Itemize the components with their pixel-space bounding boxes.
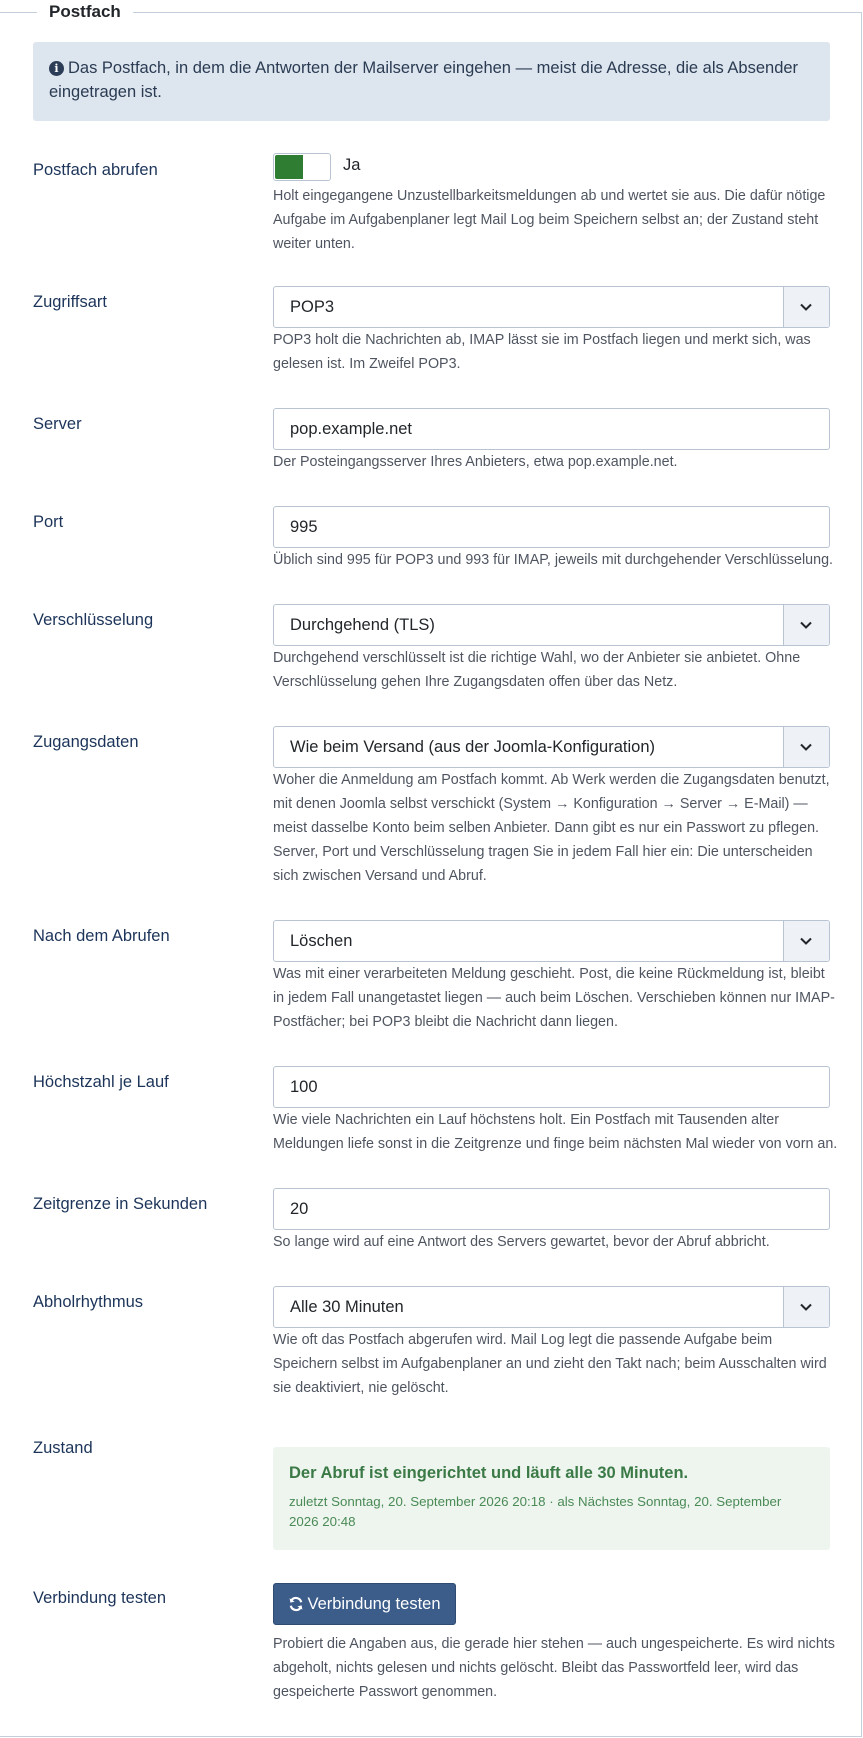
verschluesselung-value: Durchgehend (TLS) bbox=[290, 616, 435, 634]
label-zeitgrenze: Zeitgrenze in Sekunden bbox=[33, 1195, 208, 1213]
verbindung-testen-button-label: Verbindung testen bbox=[307, 1595, 441, 1613]
status-box bbox=[273, 1447, 830, 1550]
chevron-down-icon bbox=[799, 740, 813, 754]
label-zustand: Zustand bbox=[33, 1439, 93, 1457]
nach-abrufen-dropdown-button[interactable] bbox=[783, 921, 829, 961]
postfach-abrufen-toggle[interactable] bbox=[273, 153, 331, 181]
server-input[interactable]: pop.example.net bbox=[273, 408, 830, 450]
chevron-down-icon bbox=[799, 300, 813, 314]
port-input[interactable]: 995 bbox=[273, 506, 830, 548]
help-postfach-abrufen: Holt eingegangene Unzustellbarkeitsmeldungen ab und wertet sie aus. Die dafür nötige Aufgabe im Aufgabenplaner legt Mail Log beim Speichern selbst an; der Zustand steht weiter unten. bbox=[273, 188, 826, 252]
label-zugangsdaten: Zugangsdaten bbox=[33, 733, 139, 751]
help-hoechstzahl: Wie viele Nachrichten ein Lauf höchstens holt. Ein Postfach mit Tausenden alter Meldungen liefe sonst in die Zeitgrenze und finge beim nächsten Mal wieder von vorn an. bbox=[273, 1112, 838, 1152]
hoechstzahl-input[interactable]: 100 bbox=[273, 1066, 830, 1108]
toggle-on-indicator bbox=[275, 155, 303, 179]
rhythmus-dropdown-button[interactable] bbox=[783, 1287, 829, 1327]
label-hoechstzahl: Höchstzahl je Lauf bbox=[33, 1073, 169, 1091]
info-icon: i bbox=[49, 61, 64, 76]
zugriffsart-select[interactable] bbox=[273, 286, 830, 328]
label-verbindung-testen: Verbindung testen bbox=[33, 1589, 167, 1607]
rhythmus-select[interactable] bbox=[273, 1286, 830, 1328]
help-port: Üblich sind 995 für POP3 und 993 für IMAP, jeweils mit durchgehender Verschlüsselung. bbox=[273, 552, 834, 568]
label-verschluesselung: Verschlüsselung bbox=[33, 611, 154, 629]
label-port: Port bbox=[33, 513, 64, 531]
help-server: Der Posteingangsserver Ihres Anbieters, etwa pop.example.net. bbox=[273, 454, 678, 470]
fieldset-legend: Postfach bbox=[37, 0, 133, 24]
label-postfach-abrufen: Postfach abrufen bbox=[33, 161, 158, 179]
label-abholrhythmus: Abholrhythmus bbox=[33, 1293, 144, 1311]
help-zugriffsart: POP3 holt die Nachrichten ab, IMAP lässt sie im Postfach liegen und merkt sich, was gelesen ist. Im Zweifel POP3. bbox=[273, 332, 811, 372]
chevron-down-icon bbox=[799, 1300, 813, 1314]
zugriffsart-value: POP3 bbox=[290, 298, 335, 316]
zeitgrenze-input[interactable]: 20 bbox=[273, 1188, 830, 1230]
help-rhythmus: Wie oft das Postfach abgerufen wird. Mail Log legt die passende Aufgabe beim Speichern selbst im Aufgabenplaner an und zieht den Takt nach; beim Ausschalten wird sie deaktiviert, nie gelöscht. bbox=[273, 1332, 827, 1396]
help-verschluesselung: Durchgehend verschlüsselt ist die richtige Wahl, wo der Anbieter sie anbietet. Ohne Verschlüsselung gehen Ihre Zugangsdaten offen über das Netz. bbox=[273, 650, 801, 690]
chevron-down-icon bbox=[799, 934, 813, 948]
verbindung-testen-button[interactable] bbox=[273, 1583, 456, 1625]
info-text: Das Postfach, in dem die Antworten der Mailserver eingehen — meist die Adresse, die als Absender eingetragen ist. bbox=[49, 59, 799, 101]
status-title: Der Abruf ist eingerichtet und läuft alle 30 Minuten. bbox=[289, 1464, 689, 1482]
verschluesselung-dropdown-button[interactable] bbox=[783, 605, 829, 645]
help-nach-abrufen: Was mit einer verarbeiteten Meldung geschieht. Post, die keine Rückmeldung ist, bleibt in jedem Fall unangetastet liegen — auch beim Löschen. Verschieben können nur IMAP-Postfächer; bei POP3 bleibt die Nachricht dann liegen. bbox=[273, 966, 835, 1030]
verschluesselung-select[interactable] bbox=[273, 604, 830, 646]
zugangsdaten-dropdown-button[interactable] bbox=[783, 727, 829, 767]
nach-abrufen-value: Löschen bbox=[290, 932, 353, 950]
label-nach-dem-abrufen: Nach dem Abrufen bbox=[33, 927, 170, 945]
help-zeitgrenze: So lange wird auf eine Antwort des Servers gewartet, bevor der Abruf abbricht. bbox=[273, 1234, 770, 1250]
zugangsdaten-value: Wie beim Versand (aus der Joomla-Konfiguration) bbox=[290, 738, 656, 756]
info-alert bbox=[33, 42, 830, 121]
label-server: Server bbox=[33, 415, 82, 433]
rhythmus-value: Alle 30 Minuten bbox=[290, 1298, 404, 1316]
nach-abrufen-select[interactable] bbox=[273, 920, 830, 962]
label-zugriffsart: Zugriffsart bbox=[33, 293, 107, 311]
zugriffsart-dropdown-button[interactable] bbox=[783, 287, 829, 327]
help-verbindung-testen: Probiert die Angaben aus, die gerade hier stehen — auch ungespeicherte. Es wird nichts abgeholt, nichts gelesen und nichts gelöscht. Bleibt das Passwortfeld leer, wird das gespeicherte Passwort genommen. bbox=[273, 1636, 835, 1700]
help-zugangsdaten: Woher die Anmeldung am Postfach kommt. Ab Werk werden die Zugangsdaten benutzt, mit denen Joomla selbst verschickt (System → Konfiguration → Server → E-Mail) — meist dasselbe Konto beim selben Anbieter. Dann gibt es nur ein Passwort zu pflegen. Server, Port und Verschlüsselung tragen Sie in jedem Fall hier ein: Die unterscheiden sich zwischen Versand und Abruf. bbox=[273, 772, 830, 884]
chevron-down-icon bbox=[799, 618, 813, 632]
sync-icon bbox=[288, 1596, 304, 1612]
status-detail: zuletzt Sonntag, 20. September 2026 20:18 · als Nächstes Sonntag, 20. September 2026 20:48 bbox=[289, 1494, 782, 1529]
zugangsdaten-select[interactable] bbox=[273, 726, 830, 768]
toggle-value-label: Ja bbox=[343, 156, 361, 174]
